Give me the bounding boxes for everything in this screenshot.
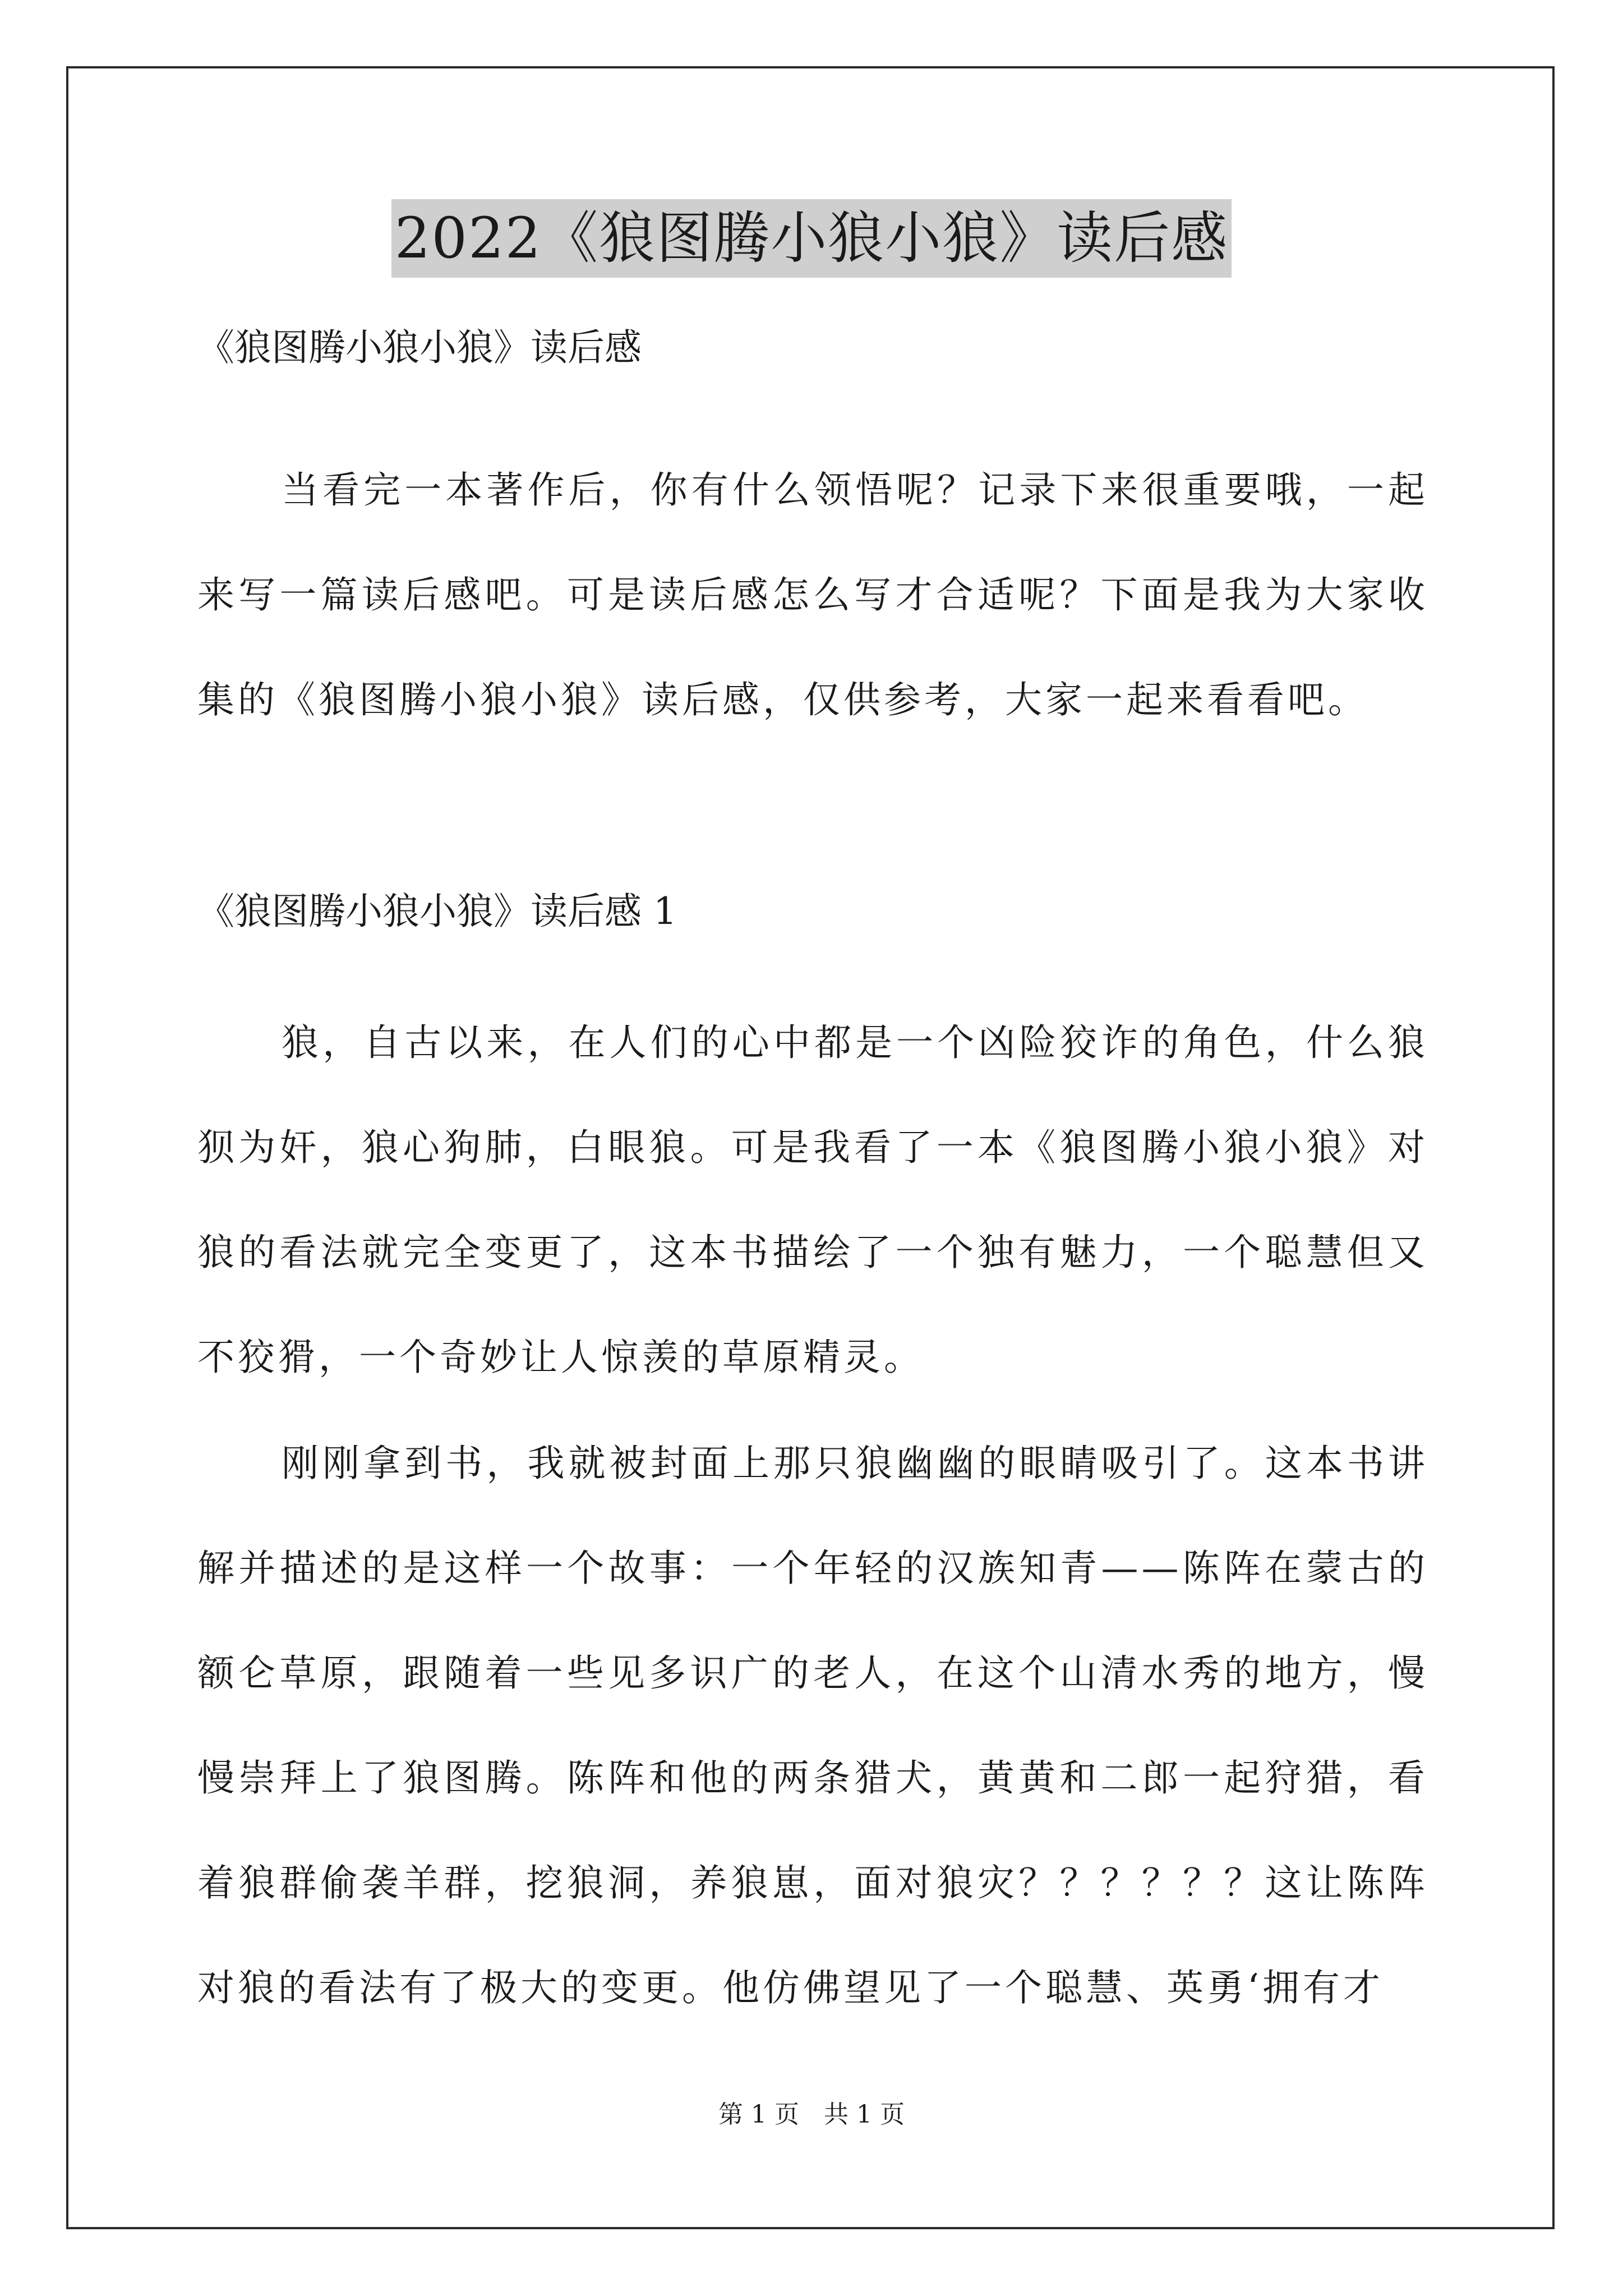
body-paragraph-2: 刚刚拿到书，我就被封面上那只狼幽幽的眼睛吸引了。这本书讲解并描述的是这样一个故事：一个年轻的汉族知青——陈阵在蒙古的额仑草原，跟随着一些见多识广的老人，在这个山清水秀的地方，慢慢崇拜上了狼图腾。陈阵和他的两条猎犬，黄黄和二郎一起狩猎，看着狼群偷袭羊群，挖狼洞，养狼崽，面对狼灾？？？？？？这让陈阵对狼的看法有了极大的变更。他仿佛望见了一个聪慧、英勇‘拥有才 — [197, 1442, 1428, 2009]
intro-paragraph: 当看完一本著作后，你有什么领悟呢？记录下来很重要哦，一起来写一篇读后感吧。可是读后感怎么写才合适呢？下面是我为大家收集的《狼图腾小狼小狼》读后感，仅供参考，大家一起来看看吧。 — [197, 468, 1428, 721]
body-paragraph-1: 狼，自古以来，在人们的心中都是一个凶险狡诈的角色，什么狼狈为奸，狼心狗肺，白眼狼。可是我看了一本《狼图腾小狼小狼》对狼的看法就完全变更了，这本书描绘了一个独有魅力，一个聪慧但又不狡猾，一个奇妙让人惊羡的草原精灵。 — [197, 1021, 1428, 1379]
title-container — [0, 199, 1623, 278]
section-heading: 《狼图腾小狼小狼》读后感 1 — [197, 890, 677, 933]
document-title[interactable]: 2022《狼图腾小狼小狼》读后感 — [391, 199, 1232, 278]
page-footer: 第 1 页 共 1 页 — [718, 2100, 905, 2129]
document-subtitle: 《狼图腾小狼小狼》读后感 — [197, 326, 642, 369]
